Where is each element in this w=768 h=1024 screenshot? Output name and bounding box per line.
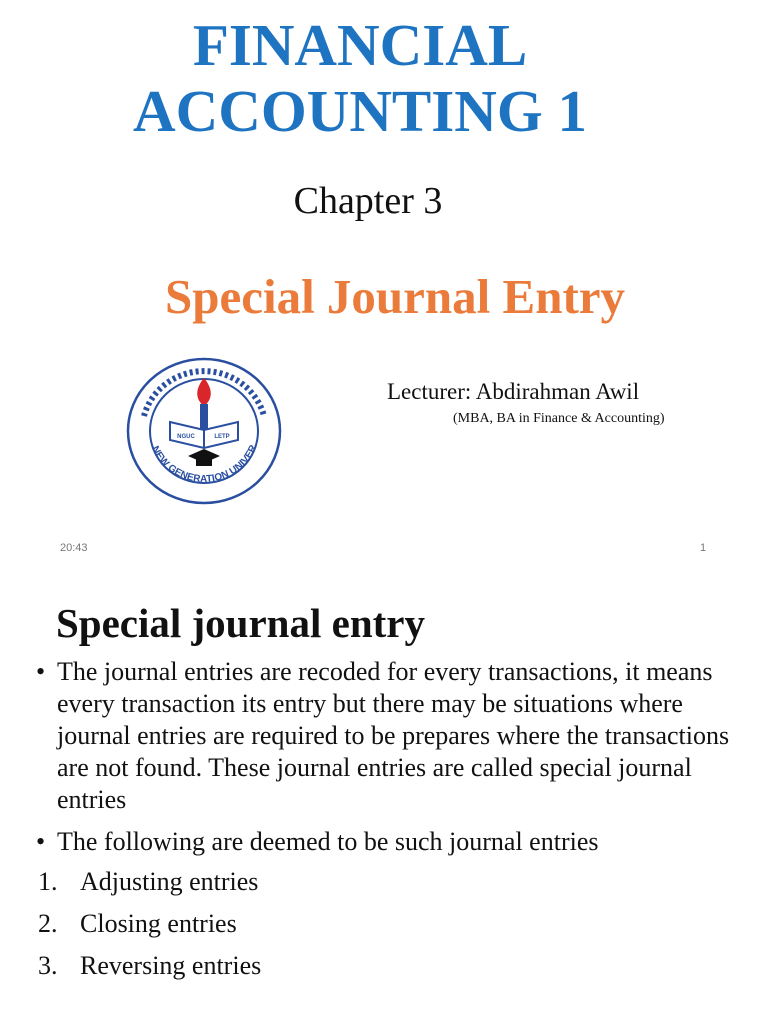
numbered-item	[38, 908, 738, 940]
lecturer-credentials: (MBA, BA in Finance & Accounting)	[453, 411, 665, 426]
item-text: Closing entries	[80, 909, 237, 938]
footer-time: 20:43	[60, 542, 88, 554]
bullet-item: • The following are deemed to be such journal entries	[36, 826, 736, 858]
slide-content	[0, 576, 768, 1024]
chapter-label: Chapter 3	[293, 180, 443, 222]
college-seal-icon	[124, 356, 284, 506]
item-number: 2.	[38, 909, 58, 938]
bullet-list	[36, 656, 736, 868]
title-line-1: FINANCIAL	[192, 12, 528, 78]
lecturer-name: Lecturer: Abdirahman Awil	[387, 379, 640, 404]
seal-book-right: LETP	[214, 434, 230, 440]
numbered-item	[38, 866, 738, 898]
content-heading: Special journal entry	[56, 600, 425, 646]
title-line-2: ACCOUNTING 1	[133, 78, 587, 144]
seal-book-left: NGUC	[177, 434, 195, 440]
numbered-list	[38, 866, 738, 992]
college-seal-graphic	[124, 356, 284, 506]
item-number: 3.	[38, 951, 58, 980]
item-number: 1.	[38, 867, 58, 896]
slide-subtitle: Special Journal Entry	[164, 269, 626, 324]
slide-title-heading	[0, 12, 720, 144]
numbered-item	[38, 950, 738, 982]
seal-arc-text: NEW GENERATION UNIVER	[149, 443, 260, 485]
svg-text:NEW GENERATION UNIVERSITY COLL	[124, 356, 260, 485]
bullet-item: • The journal entries are recoded for every transactions, it means every transaction its entry but there may be situations where journal entries are required to be prepares where the transactions are not found. These journal entries are called special journal entries	[36, 656, 736, 816]
item-text: Adjusting entries	[80, 867, 259, 896]
item-text: Reversing entries	[80, 951, 262, 980]
footer-page-number: 1	[700, 542, 707, 554]
